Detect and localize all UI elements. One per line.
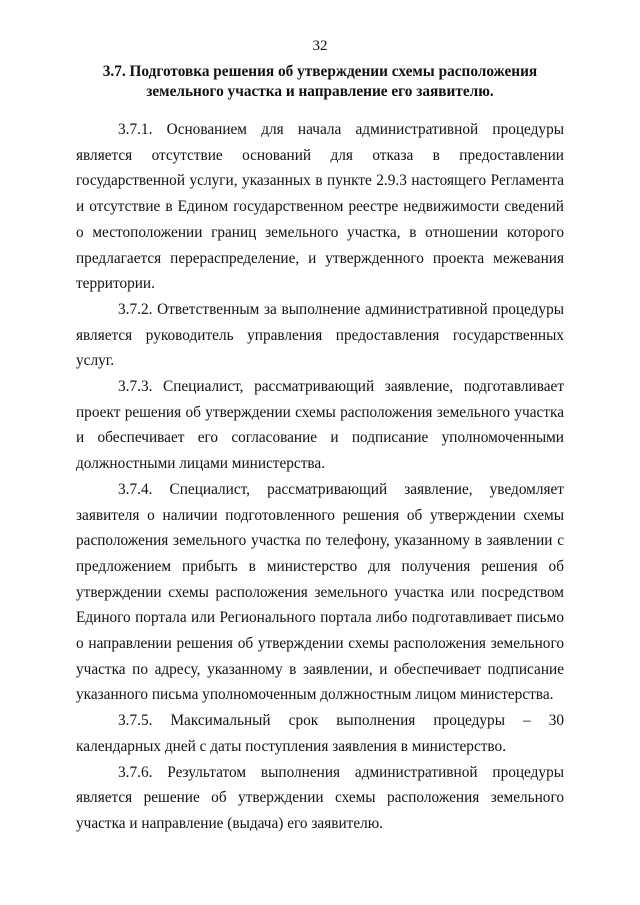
paragraph-3-7-5: 3.7.5. Максимальный срок выполнения процедуры – 30 календарных дней с даты поступления заявления в министерство. [76,712,564,755]
page-number: 32 [312,38,328,54]
paragraph-3-7-6: 3.7.6. Результатом выполнения административной процедуры является решение об утверждении схемы расположения земельного участка и направление (выдача) его заявителю. [76,763,564,832]
paragraph-3-7-4: 3.7.4. Специалист, рассматривающий заявление, уведомляет заявителя о наличии подготовленного решения об утверждении схемы расположения земельного участка по телефону, указанному в заявлении с предложением прибыть в министерство для получения решения об утверждении схемы расположения земельного участка или посредством Единого портала или Регионального портала либо подготавливает письмо о направлении решения об утверждении схемы расположения земельного участка по адресу, указанному в заявлении, и обеспечивает подписание указанного письма уполномоченным должностным лицом министерства. [76,480,564,704]
paragraph-3-7-2: 3.7.2. Ответственным за выполнение административной процедуры является руководитель управления предоставления государственных услуг. [76,300,564,370]
paragraph-3-7-3: 3.7.3. Специалист, рассматривающий заявление, подготавливает проект решения об утверждении схемы расположения земельного участка и обеспечивает его согласование и подписание уполномоченными должностными лицами министерства. [76,378,564,473]
section-heading: 3.7. Подготовка решения об утверждении схемы расположения земельного участка и направление его заявителю. [102,63,538,100]
document-body [76,117,564,837]
paragraph-3-7-1: 3.7.1. Основанием для начала административной процедуры является отсутствие оснований для отказа в предоставлении государственной услуги, указанных в пункте 2.9.3 настоящего Регламента и отсутствие в Едином государственном реестре недвижимости сведений о местоположении границ земельного участка, в отношении которого предлагается перераспределение, и утвержденного проекта межевания территории. [76,121,564,293]
